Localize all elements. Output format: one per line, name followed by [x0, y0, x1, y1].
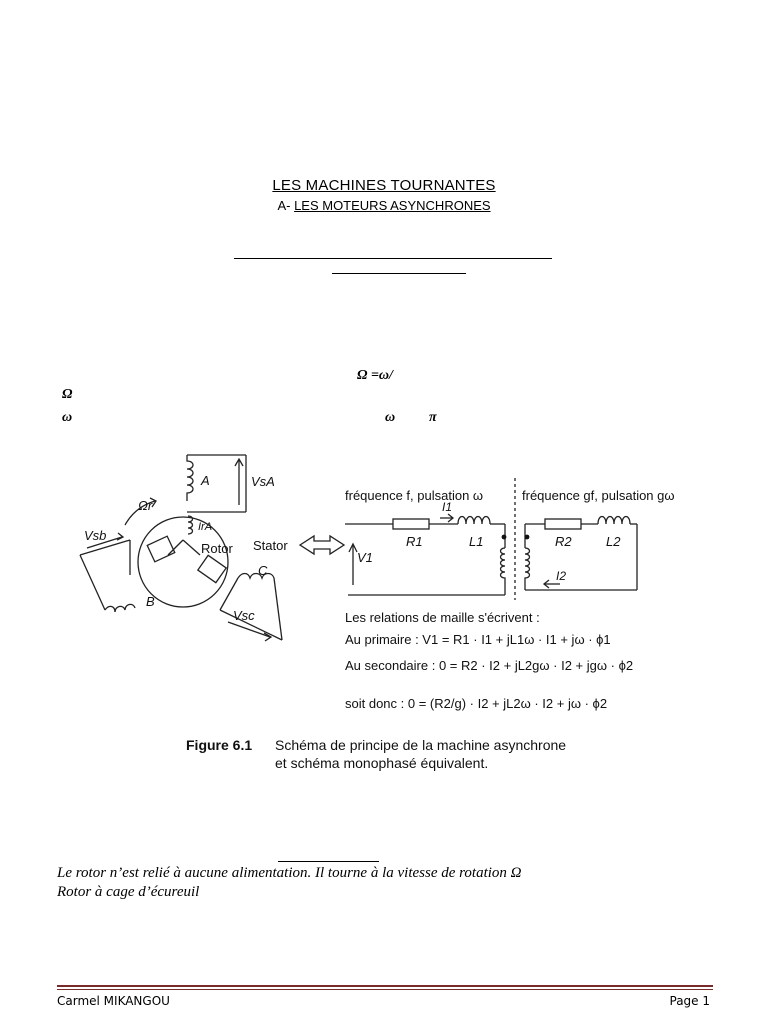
blank-rule-lower: [278, 861, 379, 862]
caption-line-2: et schéma monophasé équivalent.: [275, 755, 489, 771]
footer-rule-thin: [57, 989, 713, 990]
label-vsb: Vsb: [84, 528, 107, 543]
omega-small-symbol-2: ω: [385, 410, 396, 425]
caption-line-1: Schéma de principe de la machine asynchrone: [275, 737, 567, 753]
label-l2: L2: [606, 534, 621, 549]
coil-b: [105, 604, 135, 612]
resistor-r1: [393, 519, 429, 529]
rotor-winding-2: [198, 555, 226, 582]
secondary-dot: [525, 535, 530, 540]
label-rotor: Rotor: [201, 541, 233, 556]
inductor-l1: [458, 517, 490, 525]
subtitle-prefix: A-: [277, 198, 291, 213]
equivalence-arrow: [300, 536, 344, 554]
label-r2: R2: [555, 534, 572, 549]
figure-6-1: [70, 448, 710, 778]
caption-number: Figure 6.1: [186, 737, 253, 753]
coil-a: [187, 455, 193, 501]
rotor-winding-1: [147, 536, 175, 562]
omega-cap-symbol: Ω: [62, 387, 73, 402]
footer-page: Page 1: [669, 994, 710, 1008]
primary-header: fréquence f, pulsation ω: [345, 488, 484, 503]
speed-formula: Ω =ω/: [357, 368, 393, 383]
pi-symbol: π: [429, 410, 437, 425]
document-title: LES MACHINES TOURNANTES: [272, 177, 496, 194]
machine-labels: [84, 473, 288, 623]
equation-soit-donc: soit donc : 0 = (R2/g) · I2 + jL2ω · I2 + jω · ϕ2: [345, 696, 608, 711]
inductor-l2: [598, 517, 630, 525]
body-line-2: Rotor à cage d’écureuil: [57, 884, 200, 900]
primary-coil: [501, 548, 506, 585]
primary-dot: [502, 535, 507, 540]
equations-heading: Les relations de maille s'écrivent :: [345, 610, 540, 625]
label-l1: L1: [469, 534, 484, 549]
label-i2: I2: [556, 569, 567, 583]
blank-rule-short: [332, 273, 466, 274]
label-vsa: VsA: [251, 474, 275, 489]
document-subtitle: [0, 198, 768, 213]
rotor-coil-a: [188, 516, 193, 534]
omega-small-symbol: ω: [62, 410, 73, 425]
equation-secondary: Au secondaire : 0 = R2 · I2 + jL2gω · I2 + jgω · ϕ2: [345, 658, 634, 673]
secondary-coil: [525, 548, 530, 585]
label-b: B: [146, 594, 155, 609]
label-ira: IrA: [198, 521, 213, 533]
body-line-1: Le rotor n’est relié à aucune alimentation. Il tourne à la vitesse de rotation Ω: [57, 865, 522, 881]
resistor-r2: [545, 519, 581, 529]
footer-author: Carmel MIKANGOU: [57, 994, 170, 1008]
subtitle-text: LES MOTEURS ASYNCHRONES: [294, 198, 491, 213]
label-a: A: [201, 473, 210, 488]
blank-rule-long: [234, 258, 552, 259]
label-i1: I1: [442, 500, 453, 514]
equation-primary: Au primaire : V1 = R1 · I1 + jL1ω · I1 + jω · ϕ1: [345, 632, 611, 647]
secondary-header: fréquence gf, pulsation gω: [522, 488, 675, 503]
label-r1: R1: [406, 534, 423, 549]
label-v1: V1: [357, 550, 373, 565]
label-c: C: [258, 563, 268, 578]
footer-rule-thick: [57, 985, 713, 987]
label-vsc: Vsc: [233, 608, 255, 623]
label-stator: Stator: [253, 538, 288, 553]
label-omega-r: Ωr: [138, 498, 153, 513]
coil-c: [238, 574, 274, 579]
